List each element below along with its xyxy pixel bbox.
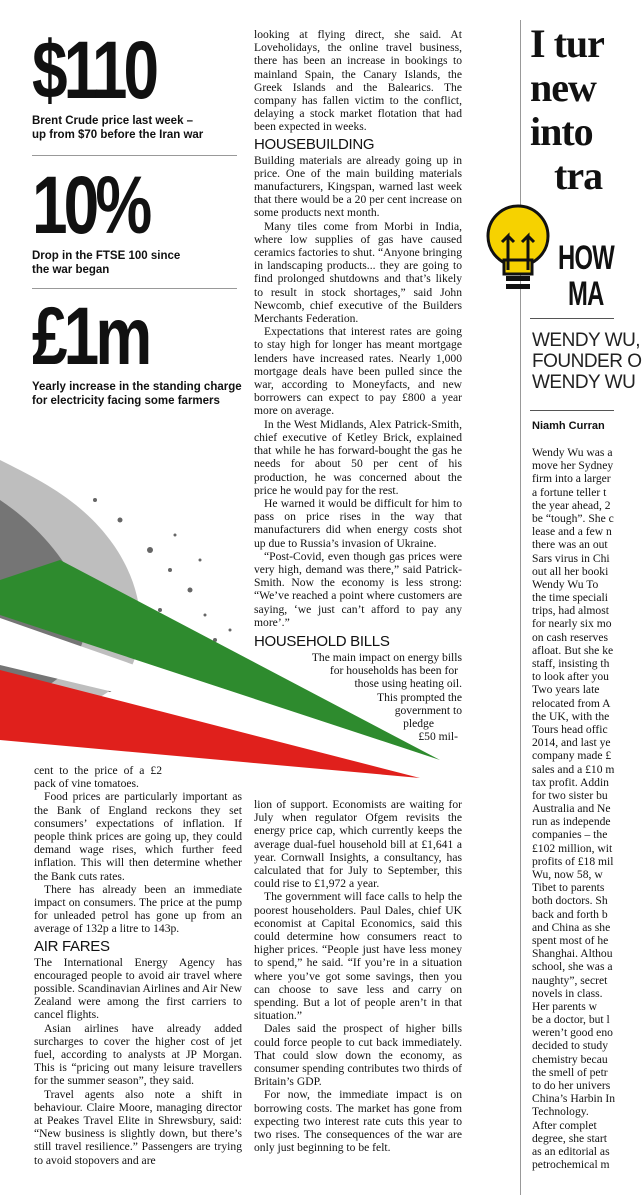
text-line: lease and a few n (532, 525, 612, 539)
headline-line: I tur (530, 21, 604, 66)
stat-2-value: 10% (32, 160, 149, 251)
section-heading-household-bills: HOUSEHOLD BILLS (254, 632, 390, 650)
text-line: firm into a larger (532, 472, 611, 486)
stat-3-caption-line: Yearly increase in the standing charge (32, 381, 242, 393)
lightbulb-icon (482, 200, 554, 300)
text-line: Wendy Wu was a (532, 446, 613, 459)
text-line: After complet (532, 1118, 597, 1132)
text-line: school, she was a (532, 960, 613, 974)
text-line: a fortune teller t (532, 485, 607, 499)
text-line: afloat. But she ke (532, 643, 614, 657)
paragraph: He warned it would be difficult for him to pass on price rises in the way that manufacturers did when energy costs shot up due to Russia’s invasion of Ukraine. (254, 496, 462, 550)
text-line: trips, had almost (532, 604, 609, 618)
text-line: the UK, with the (532, 709, 610, 723)
text-line: for households has been for (329, 664, 458, 678)
paragraph: Many tiles come from Morbi in India, where low supplies of gas have caused ceramics factories to shut. “Anyone bringing in landscaping products... they are going to find prolonged shutdowns and that’s likely to result in stock shortages,” said John Newcomb, chief executive of the Builders Merchants Federation. (254, 219, 462, 326)
paragraph: There has already been an immediate impact on consumers. The price at the pump for unleaded petrol has gone up from an average of 132p a litre to 143p. (34, 882, 242, 936)
text-line: companies – the (532, 828, 608, 842)
paragraph: Food prices are particularly important as the Bank of England reckons they set consumers’ expectations of inflation. If people think prices are going up, they could demand wage rises, which further feed inflation. This will then determine whether the Bank cuts rates. (34, 790, 242, 883)
text-line: £50 mil- (418, 730, 458, 744)
paragraph: looking at flying direct, she said. At Loveholidays, the online travel business, there has been an increase in bookings to mainland Spain, the Canary Islands, the Greek Islands and the Balearics. The company has fallen victim to the conflict, delaying a stock market flotation that had been expected in weeks. (254, 28, 462, 134)
text-line: The main impact on energy bills (311, 650, 462, 664)
text-line: degree, she start (532, 1131, 608, 1145)
text-line: the smell of petr (532, 1065, 608, 1079)
text-line: on cash reserves (532, 630, 608, 644)
stat-1-value: $110 (32, 25, 156, 116)
stat-2-caption-line: Drop in the FTSE 100 since (32, 250, 181, 262)
text-line: Tours head offic (532, 722, 608, 736)
text-line: for nearly six mo (532, 617, 612, 631)
paragraph: cent to the price of a £2 pack of vine tomatoes. (34, 764, 162, 791)
text-line: company made £ (532, 749, 612, 763)
text-line: decided to study (532, 1039, 608, 1053)
paragraph: Dales said the prospect of higher bills could force people to cut back immediately. That could slow down the economy, as consumer spending contributes two thirds of Britain’s GDP. (254, 1022, 462, 1089)
divider (32, 288, 237, 289)
text-line: petrochemical m (532, 1158, 610, 1172)
text-line: Australia and Ne (532, 802, 611, 816)
text-line: staff, insisting th (532, 657, 610, 670)
divider (32, 155, 237, 156)
text-line: the year ahead, 2 (532, 498, 611, 512)
text-line: chemistry becau (532, 1052, 608, 1066)
subheading-line: WENDY WU (532, 372, 636, 393)
text-line: Wendy Wu To (532, 577, 599, 591)
text-line: China’s Harbin In (532, 1092, 616, 1106)
section-heading-housebuilding: HOUSEBUILDING (254, 135, 375, 153)
text-line: profits of £18 mil (532, 854, 614, 868)
paragraph: lion of support. Economists are waiting for July when regulator Ofgem revisits the energy price cap, which currently keeps the average dual-fuel household bill at £1,641 a year. Cornwall Insights, a consultancy, has calculated that for July to September, this could rise to £1,972 a year. (254, 798, 462, 891)
paragraph: Asian airlines have already added surcharges to cover the higher cost of jet fuel, according to analysts at JP Morgan. This is “pricing out many leisure travellers for the summer season”, they said. (34, 1021, 242, 1088)
text-line: Tibet to parents (532, 881, 605, 895)
paragraph: Travel agents also note a shift in behaviour. Claire Moore, managing director at Peakes Travel Elite in Shrewsbury, said: “New business is slightly down, but there’s still travel resilience.” Passengers are trying to avoid stopovers and are (34, 1087, 242, 1167)
article-column-1-bottom (34, 764, 242, 1167)
text-line: those using heating oil. (354, 677, 462, 691)
text-line: run as independe (532, 815, 611, 829)
text-line: both doctors. Sh (532, 894, 608, 908)
byline: Niamh Curran (532, 420, 605, 432)
text-line: relocated from A (532, 696, 611, 710)
text-line: Wu, now 58, w (532, 868, 603, 881)
text-line: Her parents w (532, 999, 598, 1013)
divider (530, 410, 614, 411)
text-line: Sars virus in Chi (532, 551, 610, 565)
stat-3-value: £1m (32, 291, 149, 382)
text-line: back and forth b (532, 907, 608, 921)
right-article-body (532, 446, 614, 1171)
text-line: out all her booki (532, 564, 609, 578)
text-line: Two years late (532, 683, 600, 697)
stat-1-caption-line: up from $70 before the Iran war (32, 129, 204, 141)
text-line: tax profit. Addin (532, 775, 609, 789)
how-line: MA (568, 275, 604, 313)
subheading (532, 330, 642, 393)
text-line: move her Sydney (532, 459, 614, 473)
subheading-line: WENDY WU, (532, 330, 641, 351)
text-line: as an editorial as (532, 1144, 610, 1158)
paragraph: In the West Midlands, Alex Patrick-Smith, chief executive of Ketley Brick, explained that while he has forward-bought the gas he needs for about 50 per cent of his production, he was concerned about the price he would pay for the rest. (254, 417, 462, 497)
stat-2-caption-line: the war began (32, 264, 110, 276)
subheading-line: FOUNDER O (532, 351, 642, 372)
text-line: be a doctor, but l (532, 1013, 610, 1027)
how-label (558, 240, 614, 312)
paragraph: The government will face calls to help the poorest householders. Paul Dales, chief UK economist at Capital Economics, said this could determine how consumers react to higher prices. “People just have less money to spend,” he said. “If you’re in a situation where you’ve got some savings, then you can choose to save less and carry on spending. But a lot of people aren’t in that situation.” (254, 890, 462, 1023)
paragraph: “Post-Covid, even though gas prices were very high, demand was there,” said Patrick-Smith. Now the economy is less strong: “We’ve reached a point where customers are saying, ‘we just can’t afford to pay any more’.” (254, 549, 462, 629)
text-line: This prompted the (376, 690, 462, 704)
right-headline (530, 22, 614, 198)
text-line: £102 million, wit (532, 841, 613, 855)
text-line: for two sister bu (532, 788, 608, 802)
headline-line: new (530, 65, 596, 110)
headline-line: into (530, 109, 593, 154)
text-line: there was an out (532, 538, 608, 552)
text-line: sales and a £10 m (532, 762, 615, 776)
article-column-2 (254, 28, 462, 743)
text-line: pledge (403, 716, 434, 730)
paragraph: Building materials are already going up in price. One of the main building materials manufacturers, Kingspan, warned last week that there would be a 20 per cent increase on some products next month. (254, 153, 462, 220)
stat-1-caption-line: Brent Crude price last week – (32, 115, 194, 127)
paragraph: Expectations that interest rates are going to stay high for longer has meant mortgage lenders have increased rates. Nearly 1,000 mortgage deals have been pulled since the war, according to Moneyfacts, and new borrowers can expect to pay £800 a year more on average. (254, 325, 462, 418)
paragraph: The International Energy Agency has encouraged people to avoid air travel where possible. Scandinavian Airlines and Air New Zealand were among the first carriers to cancel flights. (34, 955, 243, 1022)
text-line: and China as she (532, 920, 611, 934)
text-line: naughty”, secret (532, 973, 608, 987)
text-line: to look after you (532, 670, 609, 684)
headline-line: tra (554, 153, 603, 198)
text-line: novels in class. (532, 986, 603, 1000)
stat-1 (32, 25, 232, 142)
how-line: HOW (558, 239, 615, 277)
wrapped-paragraph (254, 651, 462, 743)
divider (530, 318, 614, 319)
stat-2 (32, 160, 232, 277)
text-line: be “tough”. She c (532, 511, 614, 525)
stat-3 (32, 291, 242, 408)
stat-3-caption-line: for electricity facing some farmers (32, 395, 220, 407)
text-line: Technology. (532, 1105, 589, 1119)
text-line: the time speciali (532, 591, 608, 605)
text-line: 2014, and last ye (532, 736, 611, 750)
section-heading-air-fares: AIR FARES (34, 937, 110, 955)
text-line: weren’t good eno (532, 1026, 613, 1040)
paragraph: For now, the immediate impact is on borrowing costs. The market has gone from expecting two interest rate cuts this year to two rises. The consequences of the war are only just beginning to be felt. (254, 1088, 462, 1155)
text-line: spent most of he (532, 933, 609, 947)
text-line: to do her univers (532, 1079, 611, 1092)
article-column-2-bottom (254, 798, 462, 1154)
text-line: Shanghai. Althou (532, 947, 613, 961)
text-line: government to (394, 703, 462, 717)
column-separator (520, 20, 521, 1195)
